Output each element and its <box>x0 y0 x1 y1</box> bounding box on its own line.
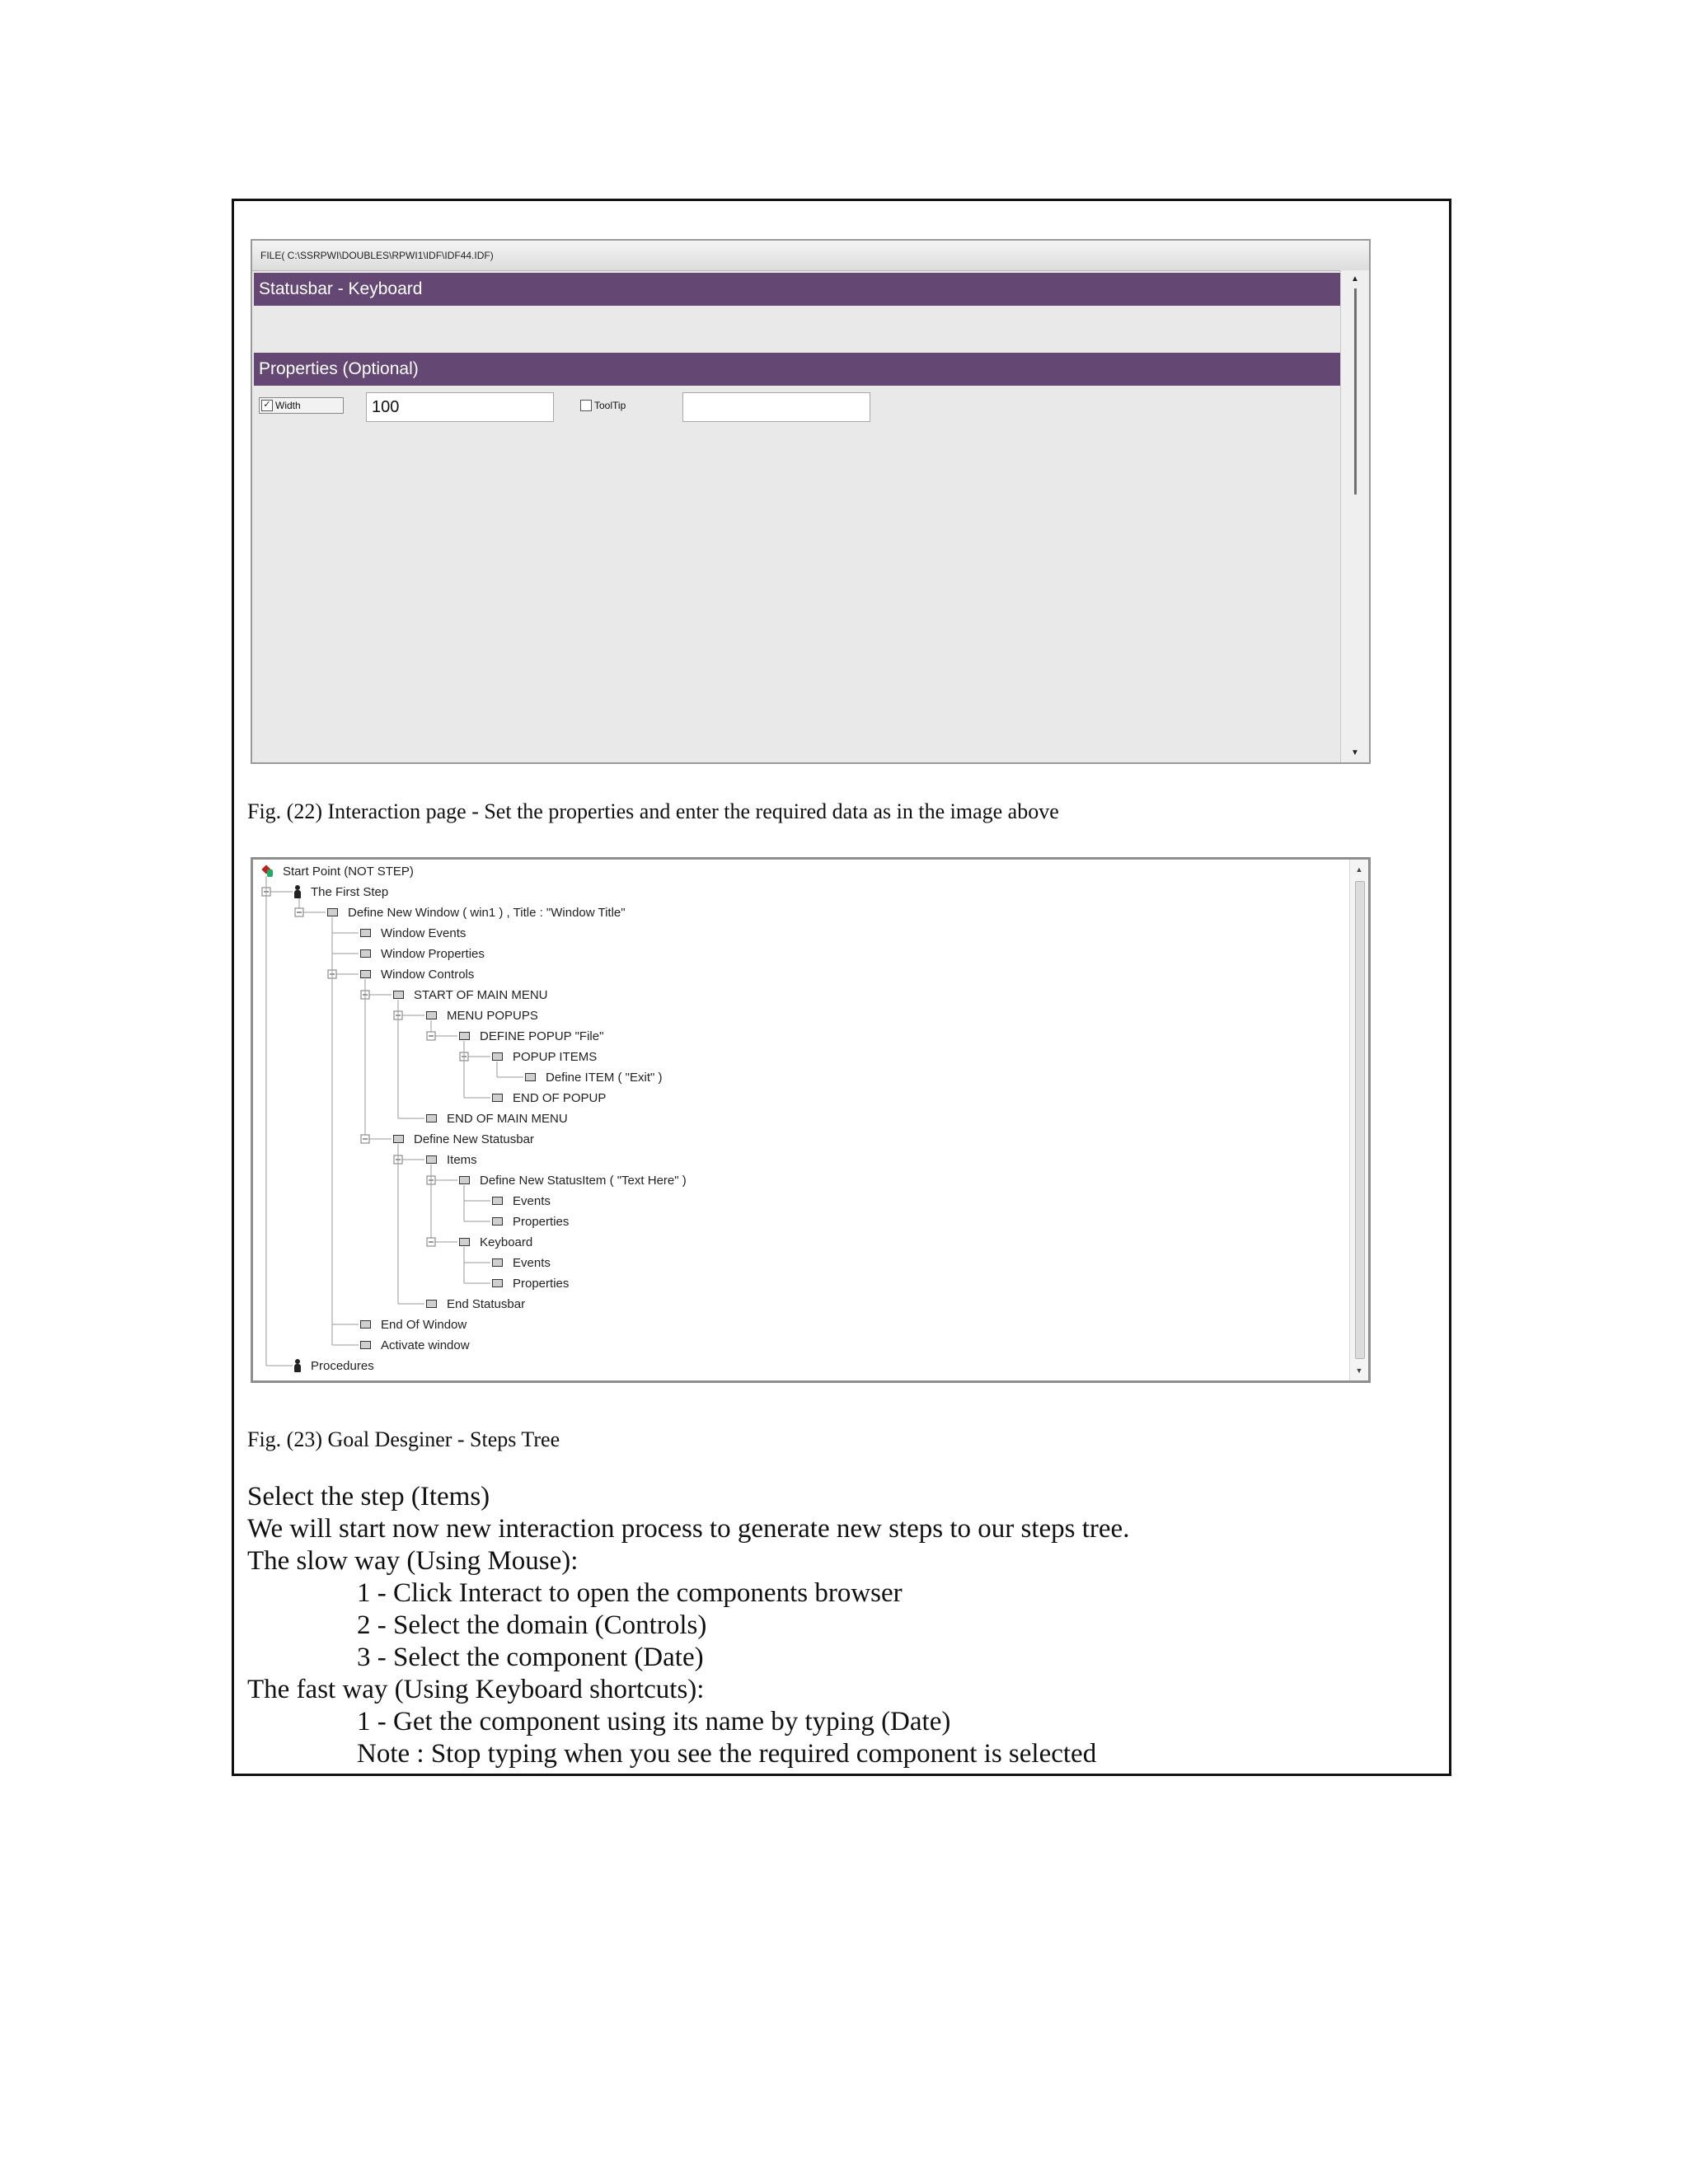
step-icon <box>492 1279 503 1287</box>
tree-node[interactable] <box>393 986 548 1004</box>
tooltip-checkbox[interactable] <box>580 397 626 414</box>
person-icon <box>294 885 301 898</box>
tree-node[interactable] <box>360 944 485 963</box>
tree-node-label: Window Events <box>381 926 467 940</box>
tree-node[interactable] <box>492 1274 569 1292</box>
tree-node-label: End Statusbar <box>447 1296 526 1311</box>
section-title-bar: Statusbar - Keyboard <box>254 273 1342 306</box>
tree-node-label: The First Step <box>311 884 389 899</box>
tree-node[interactable] <box>426 1109 568 1127</box>
steps-tree-screenshot <box>251 857 1371 1383</box>
step-icon <box>525 1073 536 1081</box>
person-icon <box>294 1359 301 1372</box>
step-icon <box>360 949 371 958</box>
fast-way-heading: The fast way (Using Keyboard shortcuts): <box>247 1675 705 1704</box>
tree-node[interactable] <box>525 1068 663 1086</box>
instruction-intro: We will start now new interaction process to generate new steps to our steps tree. <box>247 1514 1130 1544</box>
tree-node[interactable] <box>492 1192 551 1210</box>
tree-vertical-scrollbar[interactable] <box>1349 860 1368 1380</box>
tree-node[interactable] <box>492 1212 569 1230</box>
tree-node[interactable] <box>360 1315 467 1333</box>
fast-way-step-1: 1 - Get the component using its name by typing (Date) <box>357 1707 951 1736</box>
width-label: Width <box>275 400 301 411</box>
tree-node-label: DEFINE POPUP "File" <box>480 1029 604 1043</box>
tree-node-label: Properties <box>513 1214 570 1229</box>
properties-row <box>259 392 1330 425</box>
tree-scroll-up-icon[interactable]: ▲ <box>1355 865 1363 874</box>
tree-node-label: END OF MAIN MENU <box>447 1111 568 1126</box>
tree-node-label: Define New Statusbar <box>414 1132 534 1146</box>
tree-node[interactable] <box>426 1295 525 1313</box>
vertical-scrollbar[interactable] <box>1340 270 1369 762</box>
root-icon <box>261 865 274 878</box>
fast-way-note: Note : Stop typing when you see the required component is selected <box>357 1739 1097 1769</box>
tree-node-label: End Of Window <box>381 1317 467 1332</box>
tree-node[interactable] <box>294 1357 374 1375</box>
tree-node-label: Procedures <box>311 1358 374 1373</box>
width-check-icon[interactable]: ✓ <box>261 400 273 411</box>
tree-node[interactable] <box>492 1254 551 1272</box>
fig22-caption: Fig. (22) Interaction page - Set the properties and enter the required data as in the image above <box>247 799 1059 823</box>
step-icon <box>459 1238 470 1246</box>
width-input[interactable]: 100 <box>366 392 554 422</box>
step-icon <box>426 1011 437 1019</box>
step-icon <box>360 929 371 937</box>
tooltip-check-icon[interactable] <box>580 400 592 411</box>
tree-node[interactable] <box>492 1047 597 1066</box>
fig23-caption: Fig. (23) Goal Desginer - Steps Tree <box>247 1427 560 1451</box>
step-icon <box>459 1032 470 1040</box>
step-icon <box>492 1217 503 1226</box>
scroll-down-icon[interactable]: ▼ <box>1351 748 1359 757</box>
step-icon <box>393 991 404 999</box>
tree-node-label: Define New Window ( win1 ) , Title : "Window Title" <box>348 905 626 920</box>
scroll-thumb[interactable] <box>1354 288 1357 494</box>
tree-node-label: Define New StatusItem ( "Text Here" ) <box>480 1173 687 1188</box>
step-icon <box>459 1176 470 1184</box>
slow-way-step-2: 2 - Select the domain (Controls) <box>357 1610 707 1640</box>
tree-node-label: END OF POPUP <box>513 1090 607 1105</box>
interaction-page-screenshot <box>251 239 1371 764</box>
tree-scroll-thumb[interactable] <box>1355 881 1365 1359</box>
tree-node-label: POPUP ITEMS <box>513 1049 598 1064</box>
tree-node-label: Define ITEM ( "Exit" ) <box>546 1070 663 1085</box>
slow-way-step-3: 3 - Select the component (Date) <box>357 1643 704 1672</box>
step-icon <box>360 970 371 978</box>
step-icon <box>492 1052 503 1061</box>
tree-node[interactable] <box>261 862 414 880</box>
slow-way-step-1: 1 - Click Interact to open the components browser <box>357 1578 903 1608</box>
width-checkbox[interactable] <box>259 397 344 414</box>
tree-node[interactable] <box>294 883 388 901</box>
tree-node[interactable] <box>492 1089 606 1107</box>
tree-node-label: MENU POPUPS <box>447 1008 538 1023</box>
slow-way-heading: The slow way (Using Mouse): <box>247 1546 579 1576</box>
scroll-up-icon[interactable]: ▲ <box>1351 274 1359 284</box>
step-icon <box>492 1258 503 1267</box>
tree-scroll-down-icon[interactable]: ▼ <box>1355 1366 1363 1375</box>
tree-node[interactable] <box>426 1006 538 1024</box>
tree-node-label: START OF MAIN MENU <box>414 987 548 1002</box>
tree-node[interactable] <box>459 1233 532 1251</box>
tree-node[interactable] <box>360 924 466 942</box>
step-icon <box>360 1320 371 1329</box>
tree-node[interactable] <box>327 903 626 921</box>
step-icon <box>360 1341 371 1349</box>
step-icon <box>492 1094 503 1102</box>
tooltip-label: ToolTip <box>594 400 626 411</box>
tree-node[interactable] <box>360 965 474 983</box>
step-icon <box>426 1114 437 1122</box>
tree-node[interactable] <box>393 1130 534 1148</box>
tree-node[interactable] <box>426 1151 477 1169</box>
tree-node-label: Properties <box>513 1276 570 1291</box>
tree-node-label: Items <box>447 1152 477 1167</box>
tree-node[interactable] <box>459 1027 603 1045</box>
tooltip-input[interactable] <box>682 392 870 422</box>
tree-node-label: Window Properties <box>381 946 485 961</box>
tree-node-label: Window Controls <box>381 967 475 982</box>
tree-node-label: Activate window <box>381 1338 470 1352</box>
tree-node-label: Events <box>513 1255 551 1270</box>
step-icon <box>426 1155 437 1164</box>
tree-node-label: Keyboard <box>480 1235 533 1249</box>
properties-title-bar: Properties (Optional) <box>254 353 1342 386</box>
tree-node-label: Events <box>513 1193 551 1208</box>
step-icon <box>327 908 338 916</box>
file-path-bar: FILE( C:\SSRPWI\DOUBLES\RPWI1\IDF\IDF44.IDF) <box>252 241 1369 271</box>
step-icon <box>492 1197 503 1205</box>
tree-node[interactable] <box>459 1171 687 1189</box>
tree-node-label: Start Point (NOT STEP) <box>283 864 414 879</box>
step-icon <box>393 1135 404 1143</box>
tree-node[interactable] <box>360 1336 470 1354</box>
instruction-select-step: Select the step (Items) <box>247 1482 490 1511</box>
step-icon <box>426 1300 437 1308</box>
